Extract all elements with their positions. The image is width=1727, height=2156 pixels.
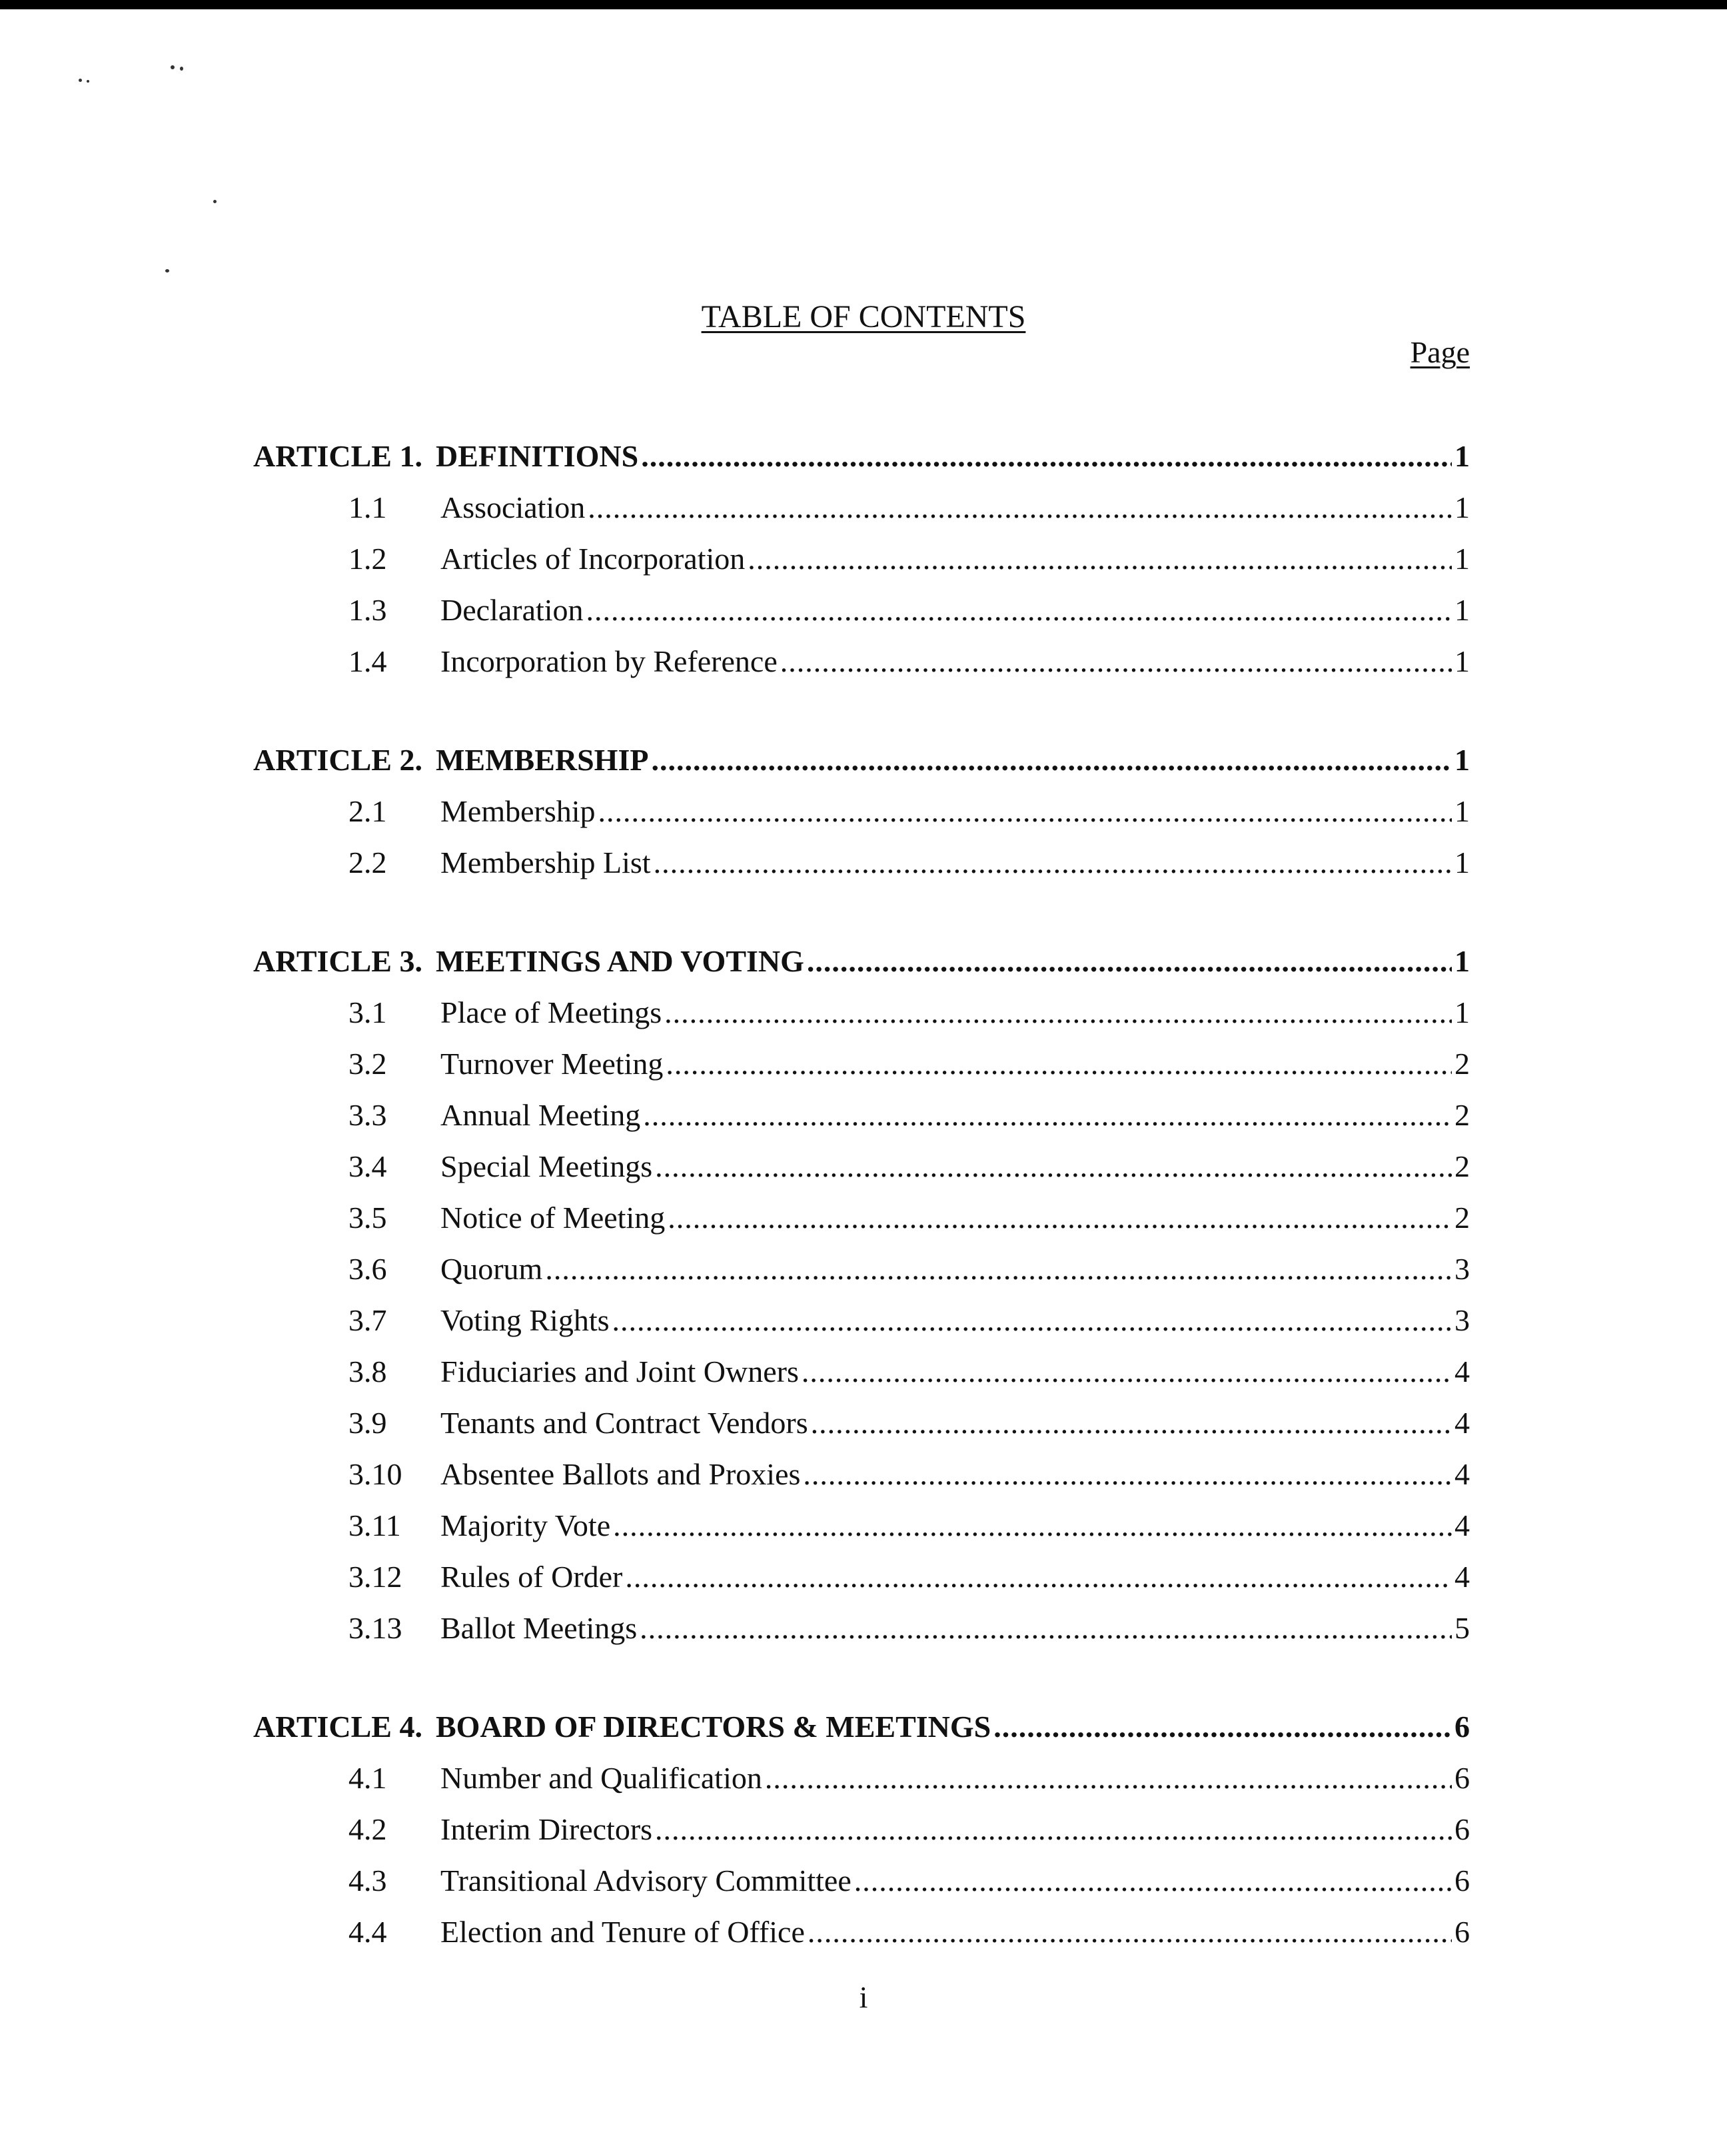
toc-section-entry[interactable]	[253, 1295, 1470, 1346]
toc-section-entry[interactable]	[253, 1192, 1470, 1243]
toc-article-section	[253, 430, 1470, 687]
section-title: Number and Qualification	[440, 1761, 762, 1795]
toc-section-entry[interactable]	[253, 1602, 1470, 1654]
section-number: 4.1	[348, 1761, 387, 1795]
section-number: 2.2	[348, 845, 387, 879]
section-page-number: 6	[1454, 1812, 1470, 1846]
dot-leader	[748, 533, 1452, 584]
section-title: Majority Vote	[440, 1508, 611, 1542]
section-title: Place of Meetings	[440, 995, 662, 1029]
section-number: 4.2	[348, 1812, 387, 1846]
section-page-number: 6	[1454, 1864, 1470, 1897]
section-number: 4.3	[348, 1864, 387, 1897]
toc-article-entry[interactable]	[253, 935, 1470, 987]
dot-leader	[641, 430, 1452, 482]
scan-speck	[213, 200, 217, 203]
section-number: 3.6	[348, 1252, 387, 1286]
scan-speck	[87, 80, 89, 83]
section-number: 1.2	[348, 542, 387, 576]
toc-article-entry[interactable]	[253, 430, 1470, 482]
section-title: Rules of Order	[440, 1560, 623, 1594]
section-number: 1.4	[348, 644, 387, 678]
section-number: 4.4	[348, 1915, 387, 1949]
section-page-number: 1	[1454, 490, 1470, 524]
section-number: 3.8	[348, 1354, 387, 1388]
section-number: 1.3	[348, 593, 387, 627]
article-number: ARTICLE 3.	[253, 944, 422, 978]
toc-section-entry[interactable]	[253, 1397, 1470, 1448]
toc-section-entry[interactable]	[253, 1752, 1470, 1804]
section-number: 3.10	[348, 1457, 402, 1491]
dot-leader	[640, 1602, 1452, 1654]
section-page-number: 5	[1454, 1611, 1470, 1645]
toc-title-text: TABLE OF CONTENTS	[701, 299, 1026, 334]
section-page-number: 2	[1454, 1149, 1470, 1183]
toc-section-entry[interactable]	[253, 1804, 1470, 1855]
toc-title	[0, 297, 1727, 337]
article-number: ARTICLE 4.	[253, 1710, 422, 1744]
article-title: BOARD OF DIRECTORS & MEETINGS	[436, 1710, 991, 1744]
dot-leader	[854, 1855, 1452, 1906]
section-page-number: 1	[1454, 542, 1470, 576]
page-column-header: Page	[1410, 335, 1470, 369]
toc-article-section	[253, 734, 1470, 888]
dot-leader	[802, 1346, 1452, 1397]
section-title: Tenants and Contract Vendors	[440, 1406, 808, 1440]
section-title: Special Meetings	[440, 1149, 653, 1183]
toc-section-entry[interactable]	[253, 1038, 1470, 1089]
section-page-number: 1	[1454, 593, 1470, 627]
toc-section-entry[interactable]	[253, 1448, 1470, 1500]
section-title: Voting Rights	[440, 1303, 610, 1337]
dot-leader	[664, 987, 1452, 1038]
section-page-number: 4	[1454, 1560, 1470, 1594]
section-number: 3.12	[348, 1560, 402, 1594]
section-title: Notice of Meeting	[440, 1201, 666, 1235]
section-number: 3.4	[348, 1149, 387, 1183]
toc-section-entry[interactable]	[253, 1906, 1470, 1957]
section-page-number: 3	[1454, 1303, 1470, 1337]
article-title: MEMBERSHIP	[436, 743, 649, 777]
article-page-number: 1	[1454, 439, 1470, 473]
dot-leader	[811, 1397, 1452, 1448]
toc-section-entry[interactable]	[253, 533, 1470, 584]
toc-section-entry[interactable]	[253, 1855, 1470, 1906]
section-title: Election and Tenure of Office	[440, 1915, 805, 1949]
section-page-number: 1	[1454, 644, 1470, 678]
article-page-number: 1	[1454, 743, 1470, 777]
section-number: 3.7	[348, 1303, 387, 1337]
dot-leader	[993, 1701, 1452, 1752]
section-page-number: 6	[1454, 1915, 1470, 1949]
section-title: Association	[440, 490, 586, 524]
footer-page-number: i	[859, 1980, 868, 2014]
dot-leader	[807, 935, 1452, 987]
toc-section-entry[interactable]	[253, 482, 1470, 533]
dot-leader	[588, 482, 1452, 533]
dot-leader	[765, 1752, 1452, 1804]
dot-leader	[651, 734, 1452, 786]
section-title: Annual Meeting	[440, 1098, 641, 1132]
article-title: DEFINITIONS	[436, 439, 639, 473]
section-page-number: 4	[1454, 1406, 1470, 1440]
dot-leader	[643, 1089, 1452, 1141]
section-number: 3.11	[348, 1508, 401, 1542]
dot-leader	[808, 1906, 1452, 1957]
section-title: Turnover Meeting	[440, 1047, 664, 1081]
dot-leader	[613, 1500, 1452, 1551]
section-title: Transitional Advisory Committee	[440, 1864, 852, 1897]
dot-leader	[668, 1192, 1452, 1243]
section-title: Membership List	[440, 845, 651, 879]
section-page-number: 1	[1454, 794, 1470, 828]
section-number: 3.1	[348, 995, 387, 1029]
toc-section-entry[interactable]	[253, 786, 1470, 837]
dot-leader	[625, 1551, 1452, 1602]
section-title: Ballot Meetings	[440, 1611, 638, 1645]
dot-leader	[655, 1804, 1452, 1855]
section-number: 3.3	[348, 1098, 387, 1132]
section-number: 3.2	[348, 1047, 387, 1081]
toc-article-section	[253, 935, 1470, 1654]
section-page-number: 2	[1454, 1047, 1470, 1081]
section-page-number: 6	[1454, 1761, 1470, 1795]
dot-leader	[586, 584, 1452, 636]
section-page-number: 1	[1454, 995, 1470, 1029]
scan-speck	[79, 79, 82, 82]
scan-speck	[165, 269, 169, 272]
article-number: ARTICLE 2.	[253, 743, 422, 777]
section-number: 3.13	[348, 1611, 402, 1645]
dot-leader	[780, 636, 1452, 687]
toc-article-entry[interactable]	[253, 734, 1470, 786]
toc-section-entry[interactable]	[253, 837, 1470, 888]
toc-section-entry[interactable]	[253, 1500, 1470, 1551]
section-title: Absentee Ballots and Proxies	[440, 1457, 801, 1491]
section-title: Quorum	[440, 1252, 543, 1286]
section-title: Membership	[440, 794, 596, 828]
dot-leader	[666, 1038, 1452, 1089]
dot-leader	[655, 1141, 1452, 1192]
toc-article-entry[interactable]	[253, 1701, 1470, 1752]
toc-section-entry[interactable]	[253, 1346, 1470, 1397]
toc-article-section	[253, 1701, 1470, 1957]
toc-list	[253, 430, 1470, 2005]
article-page-number: 1	[1454, 944, 1470, 978]
page-top-border	[0, 0, 1727, 9]
article-page-number: 6	[1454, 1710, 1470, 1744]
section-page-number: 3	[1454, 1252, 1470, 1286]
toc-section-entry[interactable]	[253, 1141, 1470, 1192]
section-number: 3.9	[348, 1406, 387, 1440]
section-number: 1.1	[348, 490, 387, 524]
scan-speck	[180, 67, 183, 71]
article-title: MEETINGS AND VOTING	[436, 944, 804, 978]
section-title: Interim Directors	[440, 1812, 653, 1846]
dot-leader	[545, 1243, 1452, 1295]
section-page-number: 2	[1454, 1201, 1470, 1235]
section-page-number: 4	[1454, 1508, 1470, 1542]
article-number: ARTICLE 1.	[253, 439, 422, 473]
toc-section-entry[interactable]	[253, 1243, 1470, 1295]
section-title: Fiduciaries and Joint Owners	[440, 1354, 799, 1388]
dot-leader	[654, 837, 1452, 888]
scan-speck	[171, 65, 175, 69]
dot-leader	[803, 1448, 1452, 1500]
section-title: Incorporation by Reference	[440, 644, 778, 678]
section-page-number: 4	[1454, 1457, 1470, 1491]
section-number: 3.5	[348, 1201, 387, 1235]
toc-section-entry[interactable]	[253, 1089, 1470, 1141]
dot-leader	[598, 786, 1452, 837]
toc-section-entry[interactable]	[253, 636, 1470, 687]
section-title: Articles of Incorporation	[440, 542, 746, 576]
section-page-number: 2	[1454, 1098, 1470, 1132]
toc-section-entry[interactable]	[253, 987, 1470, 1038]
toc-section-entry[interactable]	[253, 584, 1470, 636]
section-title: Declaration	[440, 593, 584, 627]
section-page-number: 1	[1454, 845, 1470, 879]
dot-leader	[612, 1295, 1452, 1346]
section-page-number: 4	[1454, 1354, 1470, 1388]
toc-section-entry[interactable]	[253, 1551, 1470, 1602]
section-number: 2.1	[348, 794, 387, 828]
